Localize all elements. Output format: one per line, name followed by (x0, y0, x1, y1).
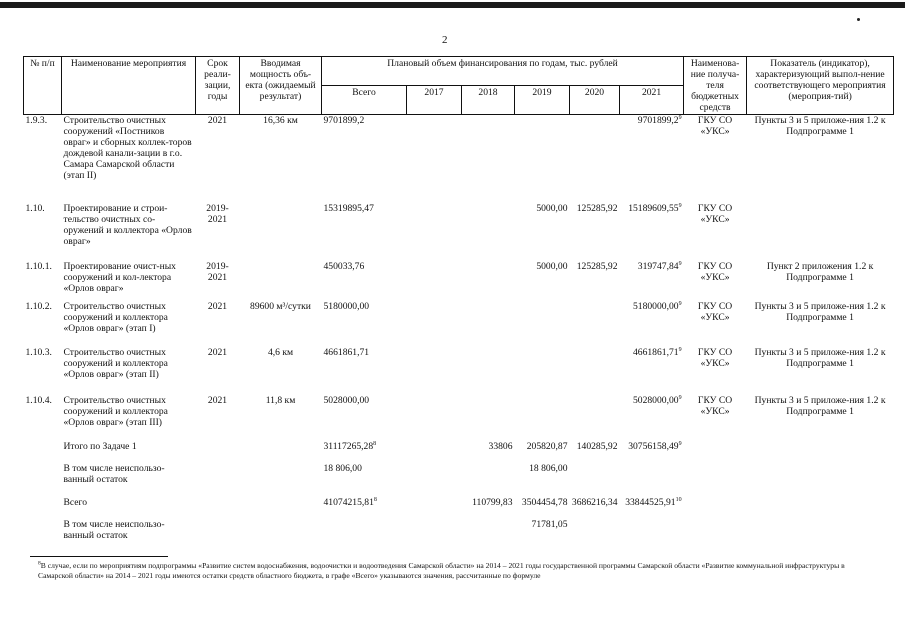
row-indicator: Пункты 3 и 5 приложе-ния 1.2 к Подпрограмме 1 (754, 346, 886, 369)
row-2020 (570, 115, 620, 203)
row-2021-value: 9701899,2 (637, 115, 679, 126)
row-2021 (620, 395, 684, 441)
summary-row (24, 441, 894, 463)
row-2017 (407, 203, 462, 261)
summary-2018: 110799,83 (472, 496, 513, 508)
row-recipient: ГКУ СО «УКС» (697, 202, 733, 225)
header-funding: Плановый объем финансирования по годам, тыс. рублей (322, 57, 684, 86)
footnote-ref: 9 (678, 440, 682, 447)
row-2020: 125285,92 (576, 202, 618, 214)
summary-total (322, 497, 407, 519)
summary-2020: 3686216,34 (571, 496, 618, 508)
summary-total (322, 463, 407, 497)
row-capacity (240, 261, 322, 301)
row-term: 2019-2021 (206, 260, 229, 283)
table-row (24, 261, 894, 301)
row-2018 (462, 115, 515, 203)
summary-2019: 205820,87 (526, 440, 568, 452)
footnote-mark: 8 (38, 560, 41, 567)
scan-speck (857, 18, 860, 21)
header-year-2019: 2019 (515, 86, 570, 115)
row-indicator (747, 203, 894, 261)
row-2019 (515, 115, 570, 203)
footnote-ref: 8 (373, 496, 377, 503)
row-2017 (407, 261, 462, 301)
row-2017 (407, 395, 462, 441)
summary-label: В том числе неиспользо-ванный остаток (63, 518, 165, 541)
row-capacity: 89600 м³/сутки (250, 300, 311, 312)
summary-2021-value: 33844525,91 (625, 496, 676, 508)
table-row (24, 301, 894, 347)
footnote-ref: 9 (678, 394, 682, 401)
summary-2018 (462, 463, 515, 497)
footnote-ref: 9 (678, 260, 682, 267)
row-recipient: ГКУ СО «УКС» (697, 115, 733, 137)
summary-label: Всего (63, 496, 88, 508)
row-2021-value: 319747,84 (637, 260, 679, 272)
row-name: Проектирование очист-ных сооружений и кол-лектора «Орлов овраг» (63, 260, 176, 294)
row-term: 2021 (207, 300, 228, 312)
row-indicator: Пункты 3 и 5 приложе-ния 1.2 к Подпрограмме 1 (754, 300, 886, 323)
row-2020: 125285,92 (576, 260, 618, 272)
summary-total-value: 18 806,00 (323, 462, 362, 474)
summary-2019: 18 806,00 (529, 462, 568, 474)
summary-2020 (570, 463, 620, 497)
footnote-text: В случае, если по мероприятиям подпрограммы «Развитие систем водоснабжения, водоочистки и водоотведения Самарской области» на 2014 – 2021 годы государственной программы Самарской области «Развитие коммунальной инфраструктуры в Самарской области» на 2014 – 2021 годы имеются остатки средств областного бюджета, в графе «Всего» указываются значения, рассчитанные по формуле (38, 561, 845, 580)
footnote-ref: 9 (678, 300, 682, 307)
summary-2021 (620, 463, 684, 497)
row-recipient: ГКУ СО «УКС» (697, 394, 733, 417)
footnote-ref: 9 (678, 202, 682, 209)
row-num: 1.9.3. (25, 115, 48, 126)
summary-2021 (620, 497, 684, 519)
footnote-ref: 9 (678, 114, 682, 121)
row-2021-value: 5180000,00 (632, 300, 679, 312)
summary-row (24, 519, 894, 549)
row-2019 (515, 347, 570, 395)
row-num: 1.10. (25, 202, 45, 214)
summary-2021 (620, 441, 684, 463)
row-2021-value: 4661861,71 (632, 346, 679, 358)
row-num: 1.10.3. (25, 346, 52, 358)
summary-2017 (407, 519, 462, 549)
row-total: 4661861,71 (323, 346, 370, 358)
row-2018 (462, 395, 515, 441)
top-border-bar (0, 2, 905, 8)
row-2020 (570, 301, 620, 347)
row-2021 (620, 261, 684, 301)
row-term: 2019-2021 (206, 202, 229, 225)
header-total: Всего (322, 86, 407, 115)
row-name: Проектирование и строи-тельство очистных со-оружений и коллектора «Орлов овраг» (63, 202, 192, 247)
row-2021 (620, 347, 684, 395)
header-year-2018: 2018 (462, 86, 515, 115)
row-recipient: ГКУ СО «УКС» (697, 346, 733, 369)
summary-2020 (570, 519, 620, 549)
row-2020 (570, 395, 620, 441)
row-2019 (515, 395, 570, 441)
row-name: Строительство очистных сооружений и коллектора «Орлов овраг» (этап II) (63, 346, 168, 380)
footnote-ref: 10 (675, 496, 682, 503)
row-num: 1.10.4. (25, 394, 52, 406)
summary-2017 (407, 497, 462, 519)
summary-total (322, 441, 407, 463)
row-2019: 5000,00 (536, 260, 568, 272)
row-name: Строительство очистных сооружений и коллектора «Орлов овраг» (этап III) (63, 394, 168, 428)
footnote-separator (30, 556, 168, 557)
row-name: Строительство очистных сооружений и коллектора «Орлов овраг» (этап I) (63, 300, 168, 334)
row-2021-value: 15189609,55 (628, 202, 679, 214)
summary-2017 (407, 441, 462, 463)
row-total: 450033,76 (323, 260, 365, 272)
summary-2019: 71781,05 (531, 518, 568, 530)
summary-total-value: 41074215,81 (323, 496, 374, 508)
row-2019: 5000,00 (536, 202, 568, 214)
row-2017 (407, 301, 462, 347)
summary-2020: 140285,92 (576, 440, 618, 452)
header-name: Наименование мероприятия (62, 57, 196, 115)
row-term: 2021 (207, 346, 228, 358)
summary-2021-value: 30756158,49 (628, 440, 679, 452)
summary-total (322, 519, 407, 549)
row-indicator: Пункты 3 и 5 приложе-ния 1.2 к Подпрограмме 1 (754, 394, 886, 417)
header-num: № п/п (24, 57, 62, 115)
row-2021-value: 5028000,00 (632, 394, 679, 406)
summary-2017 (407, 463, 462, 497)
row-2018 (462, 347, 515, 395)
header-capacity: Вводимая мощность объ-екта (ожидаемый результат) (240, 57, 322, 115)
row-num: 1.10.1. (25, 260, 52, 272)
summary-2018 (462, 519, 515, 549)
header-year-2017: 2017 (407, 86, 462, 115)
row-total: 5028000,00 (323, 394, 370, 406)
header-term: Срок реали-зации, годы (196, 57, 240, 115)
row-capacity (240, 203, 322, 261)
row-2018 (462, 203, 515, 261)
row-2017 (407, 347, 462, 395)
row-2018 (462, 301, 515, 347)
funding-table (23, 56, 894, 549)
row-capacity: 4,6 км (267, 346, 294, 358)
row-2021 (620, 301, 684, 347)
row-term: 2021 (207, 115, 228, 126)
summary-total-value: 31117265,28 (323, 440, 374, 452)
row-total: 5180000,00 (323, 300, 370, 312)
header-recipient: Наименова-ние получа-теля бюджетных средств (684, 57, 747, 115)
summary-2019: 3504454,78 (521, 496, 568, 508)
header-year-2020: 2020 (570, 86, 620, 115)
row-capacity: 16,36 км (263, 115, 298, 126)
footnote-ref: 8 (373, 440, 377, 447)
header-year-2021: 2021 (620, 86, 684, 115)
row-total: 15319895,47 (323, 202, 374, 214)
page-number: 2 (442, 34, 448, 46)
row-name: Строительство очистных сооружений «Постников овраг» и сборных коллек-торов дождевой канали-зации в г.о. Самара Самарской области (этап II) (63, 115, 192, 181)
footnote-ref: 9 (678, 346, 682, 353)
summary-2018: 33806 (488, 440, 513, 452)
row-num: 1.10.2. (25, 300, 52, 312)
row-2021 (620, 203, 684, 261)
row-capacity: 11,8 км (265, 394, 296, 406)
table-row (24, 115, 894, 203)
row-total: 9701899,2 (323, 115, 365, 126)
table-row (24, 347, 894, 395)
row-2019 (515, 301, 570, 347)
row-2017 (407, 115, 462, 203)
summary-2021 (620, 519, 684, 549)
table-row (24, 395, 894, 441)
row-term: 2021 (207, 394, 228, 406)
summary-row (24, 463, 894, 497)
footnote (38, 561, 878, 581)
summary-label: В том числе неиспользо-ванный остаток (63, 462, 165, 485)
row-recipient: ГКУ СО «УКС» (697, 300, 733, 323)
row-2018 (462, 261, 515, 301)
table-row (24, 203, 894, 261)
row-indicator: Пункты 3 и 5 приложе-ния 1.2 к Подпрограмме 1 (754, 115, 886, 137)
summary-row (24, 497, 894, 519)
summary-label: Итого по Задаче 1 (63, 440, 137, 452)
header-indicator: Показатель (индикатор), характеризующий выпол-нение соответствующего мероприятия (мероприя-тий) (747, 57, 894, 115)
row-recipient: ГКУ СО «УКС» (697, 260, 733, 283)
row-indicator: Пункт 2 приложения 1.2 к Подпрограмме 1 (766, 260, 874, 283)
row-2021 (620, 115, 684, 203)
row-2020 (570, 347, 620, 395)
